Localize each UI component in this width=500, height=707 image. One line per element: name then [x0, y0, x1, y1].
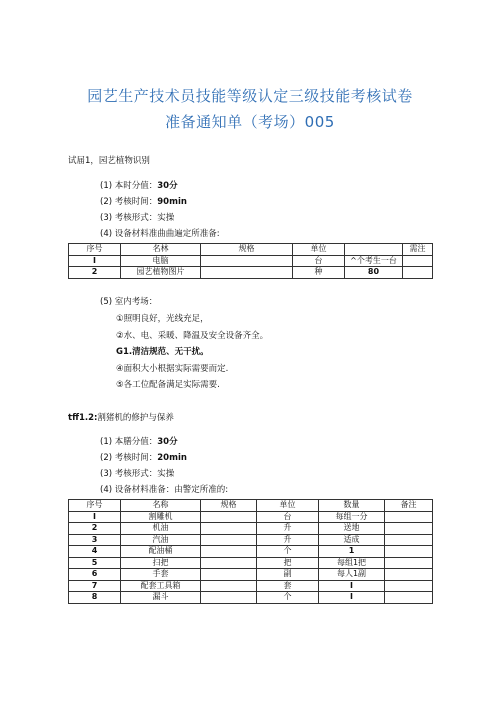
table-cell: 园艺植物图片 — [121, 267, 201, 279]
table-cell: 3 — [69, 534, 121, 546]
exam1-equipment-table — [68, 243, 433, 279]
item-value: 30分 — [157, 437, 178, 447]
table-cell: 适成 — [319, 534, 385, 546]
item-number: (2) — [100, 453, 113, 463]
item-label: 考核形式：实操 — [114, 213, 175, 223]
table-cell — [201, 534, 257, 546]
item-value: 30分 — [157, 181, 178, 191]
table-cell: ^个考生一台 — [345, 255, 403, 267]
table-cell: 手套 — [121, 569, 201, 581]
item-label: 设备材料准曲曲遍定所准备: — [114, 229, 220, 239]
table-header-row — [69, 244, 433, 256]
table-cell — [385, 523, 433, 535]
table-cell — [385, 557, 433, 569]
table-cell — [385, 580, 433, 592]
table-cell: 每组1把 — [319, 557, 385, 569]
table-cell — [385, 592, 433, 604]
exam1-item-form — [100, 213, 174, 224]
table-row — [69, 569, 433, 581]
table-cell: 漏斗 — [121, 592, 201, 604]
table-cell — [201, 569, 257, 581]
room-requirement: ②水、电、采暖、降温及安全设备齐全。 — [116, 331, 269, 341]
table-row — [69, 534, 433, 546]
item-label: 本膳分值： — [114, 437, 158, 447]
table-row — [69, 557, 433, 569]
table-cell: 升 — [257, 534, 319, 546]
room-requirement: ⑤各工位配备满足实际需要. — [116, 380, 220, 390]
room-requirement: G1.清洁规范、无干扰。 — [116, 347, 209, 357]
header-cell: 序号 — [69, 500, 121, 512]
exam2-heading — [68, 413, 174, 424]
table-cell — [385, 511, 433, 523]
table-row — [69, 546, 433, 558]
item-number: (4) — [100, 229, 113, 239]
table-cell — [201, 580, 257, 592]
header-cell: 备注 — [385, 500, 433, 512]
table-cell: 5 — [69, 557, 121, 569]
table-cell — [403, 267, 433, 279]
table-cell — [201, 592, 257, 604]
table-cell: I — [319, 592, 385, 604]
table-cell: I — [69, 511, 121, 523]
table-cell — [201, 523, 257, 535]
table-cell: 汽油 — [121, 534, 201, 546]
table-cell — [385, 569, 433, 581]
table-cell: 80 — [345, 267, 403, 279]
header-cell: 名林 — [121, 244, 201, 256]
table-row — [69, 255, 433, 267]
table-cell: I — [69, 255, 121, 267]
table-cell: 把 — [257, 557, 319, 569]
document-subtitle: 准备通知单（考场）005 — [165, 113, 335, 131]
exam1-room-heading — [100, 297, 157, 308]
header-cell: 规格 — [201, 500, 257, 512]
table-cell: 台 — [293, 255, 345, 267]
exam2-equipment-table — [68, 499, 433, 604]
table-cell — [385, 534, 433, 546]
table-cell: 升 — [257, 523, 319, 535]
item-number: (1) — [100, 181, 113, 191]
item-number: (2) — [100, 197, 113, 207]
header-cell: 数量 — [319, 500, 385, 512]
table-cell: 扫把 — [121, 557, 201, 569]
table-cell: 2 — [69, 523, 121, 535]
table-cell: 电脑 — [121, 255, 201, 267]
header-cell: 单位 — [257, 500, 319, 512]
table-cell: 台 — [257, 511, 319, 523]
table-header-row — [69, 500, 433, 512]
item-number: (1) — [100, 437, 113, 447]
exam1-heading: 试届1，园艺植物识别 — [68, 156, 150, 166]
table-cell: 套 — [257, 580, 319, 592]
heading-text: 割猪机的修护与保养 — [97, 413, 174, 423]
table-cell: 送地 — [319, 523, 385, 535]
header-cell: 序号 — [69, 244, 121, 256]
table-cell: 机油 — [121, 523, 201, 535]
exam1-item-time — [100, 197, 187, 208]
room-requirement: ④面积大小根据实际需要而定. — [116, 364, 229, 374]
table-cell — [403, 255, 433, 267]
exam1-item-score — [100, 181, 178, 192]
table-cell: 1 — [319, 546, 385, 558]
document-title: 园艺生产技术员技能等级认定三级技能考核试卷 — [87, 87, 413, 105]
item-label: 考核时间： — [114, 197, 158, 207]
table-row — [69, 580, 433, 592]
header-cell: 需注 — [403, 244, 433, 256]
table-row — [69, 523, 433, 535]
table-cell — [201, 557, 257, 569]
table-cell: 6 — [69, 569, 121, 581]
item-number: (3) — [100, 213, 113, 223]
room-requirement: ①照明良好，光线充足， — [116, 314, 209, 324]
exam2-item-score — [100, 437, 178, 448]
table-cell: I — [319, 580, 385, 592]
item-label: 本时分值： — [114, 181, 158, 191]
table-cell: 配油桶 — [121, 546, 201, 558]
table-cell — [201, 267, 293, 279]
item-label: 考核形式：实操 — [114, 469, 175, 479]
table-cell: 种 — [293, 267, 345, 279]
table-cell — [385, 546, 433, 558]
table-cell: 个 — [257, 592, 319, 604]
header-cell: 规格 — [201, 244, 293, 256]
table-cell — [201, 255, 293, 267]
header-cell — [345, 244, 403, 256]
table-cell: 每人1副 — [319, 569, 385, 581]
item-value: 20min — [157, 453, 187, 463]
item-label: 设备材料准备：由警定所准的: — [114, 485, 229, 495]
item-label: 室内考场： — [114, 297, 158, 307]
table-cell: 割雕机 — [121, 511, 201, 523]
table-row — [69, 511, 433, 523]
table-row — [69, 592, 433, 604]
exam2-item-time — [100, 453, 187, 464]
table-cell: 2 — [69, 267, 121, 279]
item-number: (4) — [100, 485, 113, 495]
table-cell: 个 — [257, 546, 319, 558]
table-cell — [201, 511, 257, 523]
table-cell: 7 — [69, 580, 121, 592]
table-cell: 副 — [257, 569, 319, 581]
table-cell: 4 — [69, 546, 121, 558]
table-cell: 8 — [69, 592, 121, 604]
exam2-item-equipment — [100, 485, 228, 496]
exam1-item-equipment — [100, 229, 220, 240]
header-cell: 名称 — [121, 500, 201, 512]
item-label: 考核时间： — [114, 453, 158, 463]
table-cell — [201, 546, 257, 558]
table-cell: 每组一分 — [319, 511, 385, 523]
item-number: (5) — [100, 297, 113, 307]
exam2-item-form — [100, 469, 174, 480]
table-cell: 配套工具箱 — [121, 580, 201, 592]
item-value: 90min — [157, 197, 187, 207]
heading-prefix: tff1.2: — [68, 413, 98, 423]
table-row — [69, 267, 433, 279]
item-number: (3) — [100, 469, 113, 479]
header-cell: 单位 — [293, 244, 345, 256]
